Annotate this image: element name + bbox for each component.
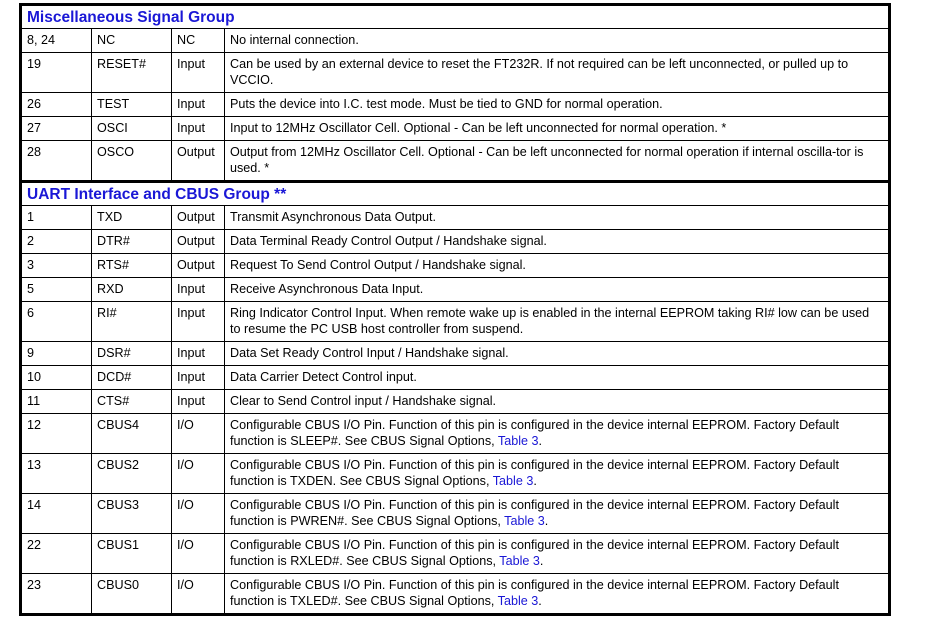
pin-number: 26 (21, 93, 92, 117)
description-text: Request To Send Control Output / Handshake signal. (230, 258, 526, 272)
pin-name: DCD# (92, 366, 172, 390)
description-text: Data Carrier Detect Control input. (230, 370, 417, 384)
table-body (21, 5, 890, 615)
description-text: Configurable CBUS I/O Pin. Function of this pin is configured in the device internal EEPROM. Factory Default function is RXLED#. See CBUS Signal Options, (230, 538, 839, 568)
pin-name: OSCO (92, 141, 172, 182)
table-row (21, 534, 890, 574)
description-suffix: . (539, 554, 544, 568)
pin-name: TEST (92, 93, 172, 117)
pin-type: I/O (172, 534, 225, 574)
pin-description (225, 206, 890, 230)
table-row (21, 93, 890, 117)
pin-number: 8, 24 (21, 29, 92, 53)
description-suffix: . (538, 434, 543, 448)
description-text: Configurable CBUS I/O Pin. Function of this pin is configured in the device internal EEPROM. Factory Default function is TXLED#. See CBUS Signal Options, (230, 578, 839, 608)
pin-type: Input (172, 366, 225, 390)
pin-name: CBUS1 (92, 534, 172, 574)
pin-description (225, 454, 890, 494)
pin-number: 10 (21, 366, 92, 390)
pin-type: NC (172, 29, 225, 53)
pin-name: RESET# (92, 53, 172, 93)
description-text: Configurable CBUS I/O Pin. Function of this pin is configured in the device internal EEPROM. Factory Default function is PWREN#. See CBUS Signal Options, (230, 498, 839, 528)
table-row (21, 302, 890, 342)
pin-description (225, 29, 890, 53)
pin-type: Output (172, 254, 225, 278)
pin-type: Input (172, 342, 225, 366)
pin-name: CBUS3 (92, 494, 172, 534)
pin-type: Input (172, 117, 225, 141)
pin-type: Input (172, 53, 225, 93)
pin-description (225, 494, 890, 534)
table-row (21, 494, 890, 534)
table-row (21, 53, 890, 93)
description-text: Output from 12MHz Oscillator Cell. Optional - Can be left unconnected for normal operation if internal oscilla-tor is used. * (230, 145, 864, 175)
description-text: Can be used by an external device to reset the FT232R. If not required can be left unconnected, or pulled up to VCCIO. (230, 57, 849, 87)
pin-description (225, 254, 890, 278)
description-text: Transmit Asynchronous Data Output. (230, 210, 437, 224)
pin-description (225, 230, 890, 254)
table-row (21, 230, 890, 254)
description-text: Clear to Send Control input / Handshake signal. (230, 394, 497, 408)
pin-number: 12 (21, 414, 92, 454)
pin-description (225, 141, 890, 182)
pin-description (225, 53, 890, 93)
description-suffix: . (538, 594, 542, 608)
pin-type: Output (172, 230, 225, 254)
table-3-link[interactable]: Table 3 (492, 474, 534, 488)
pin-type: Input (172, 390, 225, 414)
pin-description (225, 414, 890, 454)
pin-name: DSR# (92, 342, 172, 366)
pin-number: 13 (21, 454, 92, 494)
table-row (21, 454, 890, 494)
table-3-link[interactable]: Table 3 (499, 554, 540, 568)
pin-description (225, 534, 890, 574)
pin-number: 14 (21, 494, 92, 534)
description-text: Puts the device into I.C. test mode. Must be tied to GND for normal operation. (230, 97, 663, 111)
pin-description (225, 117, 890, 141)
table-row (21, 342, 890, 366)
group-title: UART Interface and CBUS Group ** (21, 182, 890, 206)
description-suffix: . (544, 514, 549, 528)
description-text: No internal connection. (230, 33, 359, 47)
pin-description (225, 342, 890, 366)
group-title: Miscellaneous Signal Group (21, 5, 890, 29)
description-text: Input to 12MHz Oscillator Cell. Optional - Can be left unconnected for normal operation. * (230, 121, 727, 135)
description-suffix: . (533, 474, 537, 488)
pin-type: Input (172, 302, 225, 342)
pin-number: 22 (21, 534, 92, 574)
table-row (21, 390, 890, 414)
description-text: Data Set Ready Control Input / Handshake signal. (230, 346, 509, 360)
pin-number: 3 (21, 254, 92, 278)
pin-name: DTR# (92, 230, 172, 254)
pin-type: I/O (172, 494, 225, 534)
pin-type: I/O (172, 414, 225, 454)
table-row (21, 414, 890, 454)
pin-number: 28 (21, 141, 92, 182)
table-row (21, 574, 890, 615)
table-row (21, 117, 890, 141)
table-row (21, 206, 890, 230)
pin-number: 27 (21, 117, 92, 141)
table-row (21, 29, 890, 53)
pin-type: Input (172, 93, 225, 117)
pin-name: RXD (92, 278, 172, 302)
description-text: Configurable CBUS I/O Pin. Function of this pin is configured in the device internal EEPROM. Factory Default function is TXDEN. See CBUS Signal Options, (230, 458, 839, 488)
table-row (21, 254, 890, 278)
table-3-link[interactable]: Table 3 (504, 514, 545, 528)
pin-number: 5 (21, 278, 92, 302)
pin-description (225, 93, 890, 117)
pin-name: CBUS4 (92, 414, 172, 454)
pin-number: 1 (21, 206, 92, 230)
pin-name: CTS# (92, 390, 172, 414)
pin-name: TXD (92, 206, 172, 230)
pin-type: Output (172, 206, 225, 230)
description-text: Receive Asynchronous Data Input. (230, 282, 424, 296)
pin-name: CBUS0 (92, 574, 172, 615)
pin-number: 2 (21, 230, 92, 254)
pin-name: RTS# (92, 254, 172, 278)
pin-number: 23 (21, 574, 92, 615)
pin-description (225, 390, 890, 414)
table-row (21, 141, 890, 182)
pin-number: 19 (21, 53, 92, 93)
pin-type: Output (172, 141, 225, 182)
pin-description-table (19, 3, 891, 616)
table-3-link[interactable]: Table 3 (497, 434, 539, 448)
pin-type: I/O (172, 454, 225, 494)
table-3-link[interactable]: Table 3 (497, 594, 539, 608)
pin-name: NC (92, 29, 172, 53)
pin-number: 6 (21, 302, 92, 342)
pin-description (225, 574, 890, 615)
pin-name: RI# (92, 302, 172, 342)
pin-description (225, 366, 890, 390)
pin-type: Input (172, 278, 225, 302)
group-header-row (21, 5, 890, 29)
table-row (21, 366, 890, 390)
table-row (21, 278, 890, 302)
pin-name: CBUS2 (92, 454, 172, 494)
pin-number: 9 (21, 342, 92, 366)
pin-number: 11 (21, 390, 92, 414)
description-text: Data Terminal Ready Control Output / Handshake signal. (230, 234, 547, 248)
pin-description (225, 302, 890, 342)
description-text: Configurable CBUS I/O Pin. Function of this pin is configured in the device internal EEPROM. Factory Default function is SLEEP#. See CBUS Signal Options, (230, 418, 839, 448)
pin-description (225, 278, 890, 302)
pin-type: I/O (172, 574, 225, 615)
pin-name: OSCI (92, 117, 172, 141)
group-header-row (21, 182, 890, 206)
description-text: Ring Indicator Control Input. When remote wake up is enabled in the internal EEPROM taking RI# low can be used to resume the PC USB host controller from suspend. (230, 306, 870, 336)
